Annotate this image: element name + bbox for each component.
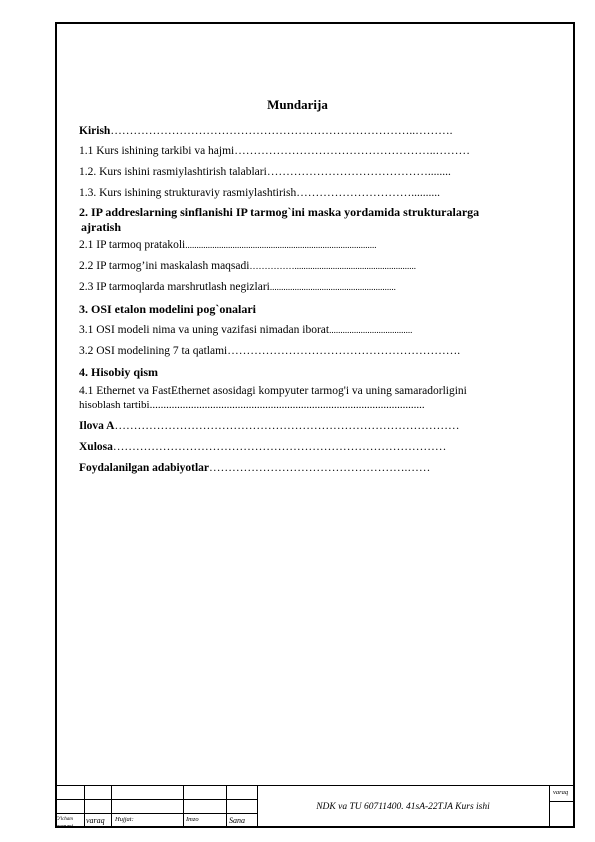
toc-label: hisoblash tartibi.................................................................................................... (79, 399, 425, 411)
stamp-label-size: O'lcham (56, 817, 73, 822)
toc-entry-intro[interactable] (79, 124, 549, 144)
stamp-label-signature: Imzo (186, 816, 199, 823)
toc-leader: ..................................... (329, 325, 413, 335)
toc-leader: ……………………………………........ (266, 166, 451, 178)
stamp-label-date: Sana (229, 816, 245, 825)
toc-label: 1.2. Kurs ishini rasmiylashtirish talablari (79, 166, 267, 178)
toc-label: 2.3 IP tarmoqlarda marshrutlash negizlari (79, 281, 270, 293)
table-of-contents (79, 124, 549, 482)
toc-label: Kirish (79, 125, 111, 137)
toc-leader: ……………………………………………………………………………… (114, 420, 460, 432)
toc-entry[interactable] (79, 280, 549, 302)
section-heading-4[interactable]: 4. Hisobiy qism (79, 365, 159, 379)
document-code: NDK va TU 60711400. 41sA-22TJA Kurs ishi (316, 801, 490, 812)
stamp-sheet-label: varaq (553, 789, 569, 796)
toc-entry[interactable] (79, 144, 549, 165)
toc-entry-references[interactable] (79, 461, 549, 482)
toc-entry-appendix[interactable] (79, 419, 549, 440)
toc-label: 1.3. Kurs ishining strukturaviy rasmiylashtirish (79, 187, 297, 199)
toc-label: 1.1 Kurs ishining tarkibi va hajmi (79, 145, 235, 157)
toc-leader: ……………………………………………………………………..………. (110, 125, 453, 137)
toc-entry[interactable] (79, 186, 549, 205)
toc-leader: ……………………………………………………. (227, 345, 461, 357)
toc-leader: ………………………….......... (296, 187, 440, 199)
stamp-label-sheet: varaq (86, 816, 105, 825)
toc-leader: …………………………………………….…… (209, 462, 431, 474)
toc-entry-conclusion[interactable] (79, 440, 549, 461)
toc-entry[interactable] (79, 238, 549, 259)
toc-leader: ……………………………………………..……… (234, 145, 470, 157)
toc-entry[interactable] (79, 384, 554, 398)
toc-leader: ……………...................................................... (249, 261, 416, 271)
toc-entry[interactable] (79, 344, 549, 365)
toc-entry-cont (79, 398, 549, 419)
toc-entry[interactable] (79, 323, 549, 344)
toc-label: 3.1 OSI modeli nima va uning vazifasi nimadan iborat (79, 324, 330, 336)
toc-label: 3.2 OSI modelining 7 ta qatlami (79, 345, 228, 357)
stamp-label-document: Hujjat: (115, 816, 134, 823)
toc-leader: ..................................................................................... (185, 240, 377, 250)
toc-leader: …………………………………………………………………………… (112, 441, 447, 453)
stamp-label-number: nomeri (56, 824, 73, 830)
toc-label: 2.1 IP tarmoq pratakoli (79, 239, 186, 251)
section-heading-2[interactable]: 2. IP addreslarning sinflanishi IP tarmog`ini maska yordamida strukturalarga (79, 205, 480, 219)
toc-label: Xulosa (79, 441, 113, 453)
toc-label: Ilova A (79, 420, 115, 432)
toc-leader: ........................................................ (269, 282, 396, 292)
toc-label: Foydalanilgan adabiyotlar (79, 462, 210, 474)
title-block (55, 785, 575, 828)
section-heading-2-cont: ajratish (81, 220, 121, 234)
toc-entry[interactable] (79, 165, 549, 186)
toc-label: 2.2 IP tarmog’ini maskalash maqsadi (79, 260, 250, 272)
section-heading-3[interactable]: 3. OSI etalon modelini pog`onalari (79, 302, 257, 316)
toc-label: 4.1 Ethernet va FastEthernet asosidagi kompyuter tarmog'i va uning samaradorligini (79, 385, 467, 397)
page-title: Mundarija (267, 97, 328, 112)
toc-entry[interactable] (79, 259, 549, 280)
